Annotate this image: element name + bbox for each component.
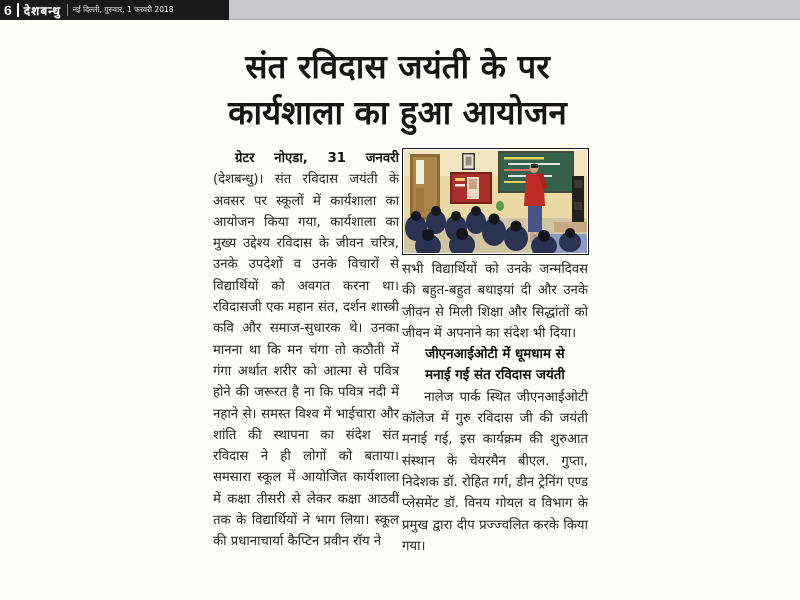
left-column-text bbox=[213, 148, 399, 553]
subhead-line-1: जीएनआईओटी में धूमधाम से bbox=[425, 347, 565, 363]
right-column-para2: नालेज पार्क स्थित जीएनआईओटी कॉलेज में गुरु रविदास जी की जयंती मनाई गई, इस कार्यक्रम की शुरुआत संस्थान के चेयरमैन बीएल. गुप्ता, निदेशक डॉ. रोहित गर्ग, डीन ट्रेनिंग एण्ड प्लेसमेंट डॉ. विनय गोयल व विभाग के प्रमुख द्वारा दीप प्रज्ज्वलित करके किया गया। bbox=[402, 389, 588, 554]
headline-line-1: संत रविदास जयंती के पर bbox=[245, 47, 550, 86]
left-column-body: (देशबन्धु)। संत रविदास जयंती के अवसर पर स्कूलों में कार्यशाला का आयोजन किया गया, कार्यशाला का मुख्य उद्देश्य रविदास के जीवन चरित्र, उनके उपदेशों व उनके विचारों से विद्यार्थियों को अवगत करना था। रविदासजी एक महान संत, दर्शन शास्त्री कवि और समाज-सुधारक थे। उनका मानना था कि मन चंगा तो कठौती में गंगा अर्थात शरीर को आत्मा से पवित्र होने की जरूरत है ना कि पवित्र नदी में नहाने से। समस्त विश्व में भाईचारा और शांति की स्थापना का संदेश संत रविदास ने ही लोगों को बताया। समसारा स्कूल में आयोजित कार्यशाला में कक्षा तीसरी से लेकर कक्षा आठवीं तक के विद्यार्थियों ने भाग लिया। स्कूल की प्रधानाचार्या कैप्टिन प्रवीन रॉय ने bbox=[213, 172, 399, 550]
article-column-left bbox=[213, 148, 399, 580]
masthead-divider-2 bbox=[67, 4, 68, 16]
masthead-bar bbox=[0, 0, 800, 20]
newspaper-logo: देशबन्धु bbox=[23, 3, 61, 18]
masthead-grey-bar bbox=[229, 0, 800, 20]
masthead-divider bbox=[17, 3, 19, 17]
article-headline bbox=[195, 44, 600, 144]
masthead-black-section bbox=[0, 0, 229, 20]
classroom-photo-illustration bbox=[404, 150, 587, 253]
right-column-para1: सभी विद्यार्थियों को उनके जन्मदिवस की बहुत-बहुत बधाइयां दी और उनके जीवन से मिली शिक्षा और सिद्धांतों को जीवन में अपनाने का संदेश भी दिया। bbox=[402, 262, 588, 341]
subhead-line-2: मनाई गई संत रविदास जयंती bbox=[425, 368, 565, 384]
story-dateline: ग्रेटर नोएडा, 31 जनवरी bbox=[235, 151, 399, 166]
classroom-photo bbox=[402, 148, 589, 255]
edition-dateline: नई दिल्ली, गुरुवार, 1 फरवरी 2018 bbox=[72, 5, 174, 14]
article-column-right bbox=[402, 148, 588, 580]
page-number: 6 bbox=[4, 2, 12, 18]
headline-line-2: कार्यशाला का हुआ आयोजन bbox=[228, 93, 567, 132]
